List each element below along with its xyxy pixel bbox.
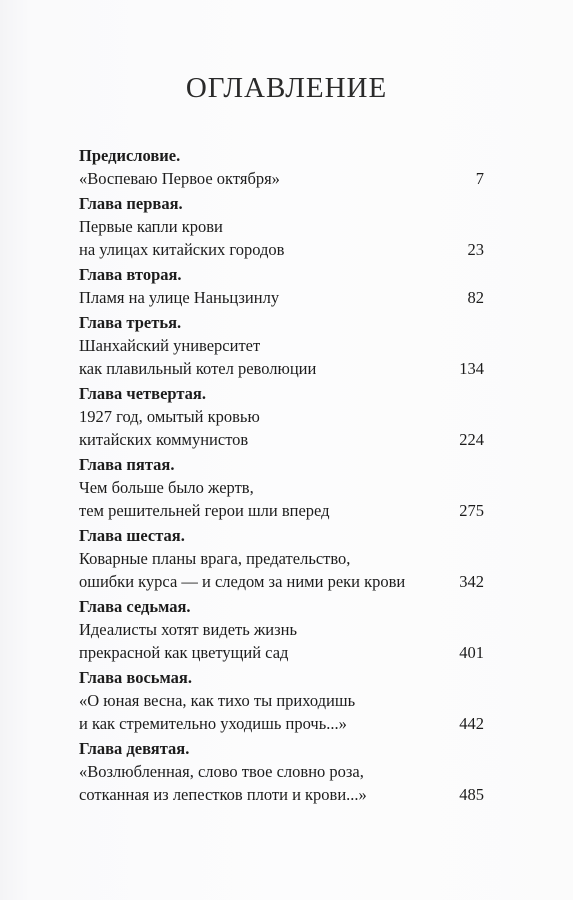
toc-line — [79, 712, 484, 735]
toc-chapter-title: тем решительней герои шли вперед — [79, 501, 330, 520]
toc-line — [79, 428, 484, 451]
toc-line — [79, 215, 484, 238]
toc-line — [79, 641, 484, 664]
toc-page-number: 342 — [459, 572, 484, 591]
toc-line — [79, 238, 484, 261]
toc-chapter-title: Шанхайский университет — [79, 336, 261, 355]
toc-page-number: 275 — [459, 501, 484, 520]
toc-page-number: 401 — [459, 643, 484, 662]
toc-line — [79, 689, 484, 712]
toc-page-number: 134 — [459, 359, 484, 378]
toc-entry — [79, 144, 484, 190]
toc-chapter-title: Идеалисты хотят видеть жизнь — [79, 620, 297, 639]
toc-line — [79, 547, 484, 570]
toc-chapter-heading: Глава девятая. — [79, 739, 190, 758]
toc-page-number: 82 — [467, 288, 484, 307]
toc-chapter-heading: Глава вторая. — [79, 265, 182, 284]
page-title: ОГЛАВЛЕНИЕ — [185, 72, 388, 104]
toc-chapter-title: как плавильный котел революции — [79, 359, 317, 378]
toc-entry — [79, 595, 484, 664]
toc-entry — [79, 666, 484, 735]
toc-line — [79, 499, 484, 522]
toc-entry — [79, 524, 484, 593]
toc-chapter-heading: Предисловие. — [79, 146, 181, 165]
toc-chapter-title: ошибки курса — и следом за ними реки крови — [79, 572, 406, 591]
toc-chapter-heading: Глава восьмая. — [79, 668, 192, 687]
table-of-contents — [79, 144, 484, 808]
toc-page-number: 23 — [467, 240, 484, 259]
toc-entry — [79, 192, 484, 261]
toc-chapter-title: «Воспеваю Первое октября» — [79, 169, 280, 188]
toc-page-number: 485 — [459, 785, 484, 804]
toc-chapter-title: 1927 год, омытый кровью — [79, 407, 260, 426]
toc-chapter-title: прекрасной как цветущий сад — [79, 643, 289, 662]
toc-chapter-heading: Глава шестая. — [79, 526, 185, 545]
toc-chapter-heading: Глава седьмая. — [79, 597, 191, 616]
toc-line — [79, 334, 484, 357]
toc-line — [79, 570, 484, 593]
toc-chapter-title: Первые капли крови — [79, 217, 223, 236]
toc-line — [79, 167, 484, 190]
toc-page-number: 7 — [475, 169, 484, 188]
toc-chapter-title: «Возлюбленная, слово твое словно роза, — [79, 762, 364, 781]
toc-line — [79, 783, 484, 806]
toc-line — [79, 476, 484, 499]
toc-chapter-title: на улицах китайских городов — [79, 240, 285, 259]
toc-chapter-heading: Глава первая. — [79, 194, 183, 213]
toc-line — [79, 405, 484, 428]
toc-chapter-heading: Глава пятая. — [79, 455, 175, 474]
toc-chapter-title: китайских коммунистов — [79, 430, 249, 449]
toc-line — [79, 760, 484, 783]
toc-line — [79, 286, 484, 309]
toc-entry — [79, 453, 484, 522]
toc-entry — [79, 263, 484, 309]
toc-chapter-title: «О юная весна, как тихо ты приходишь — [79, 691, 356, 710]
toc-entry — [79, 311, 484, 380]
toc-entry — [79, 382, 484, 451]
toc-chapter-title: Пламя на улице Наньцзинлу — [79, 288, 280, 307]
toc-chapter-title: сотканная из лепестков плоти и крови...» — [79, 785, 367, 804]
toc-chapter-title: и как стремительно уходишь прочь...» — [79, 714, 347, 733]
toc-line — [79, 618, 484, 641]
toc-entry — [79, 737, 484, 806]
toc-chapter-title: Чем больше было жертв, — [79, 478, 254, 497]
toc-chapter-heading: Глава четвертая. — [79, 384, 206, 403]
toc-page-number: 224 — [459, 430, 484, 449]
toc-chapter-title: Коварные планы врага, предательство, — [79, 549, 351, 568]
toc-line — [79, 357, 484, 380]
toc-chapter-heading: Глава третья. — [79, 313, 182, 332]
toc-page-number: 442 — [459, 714, 484, 733]
